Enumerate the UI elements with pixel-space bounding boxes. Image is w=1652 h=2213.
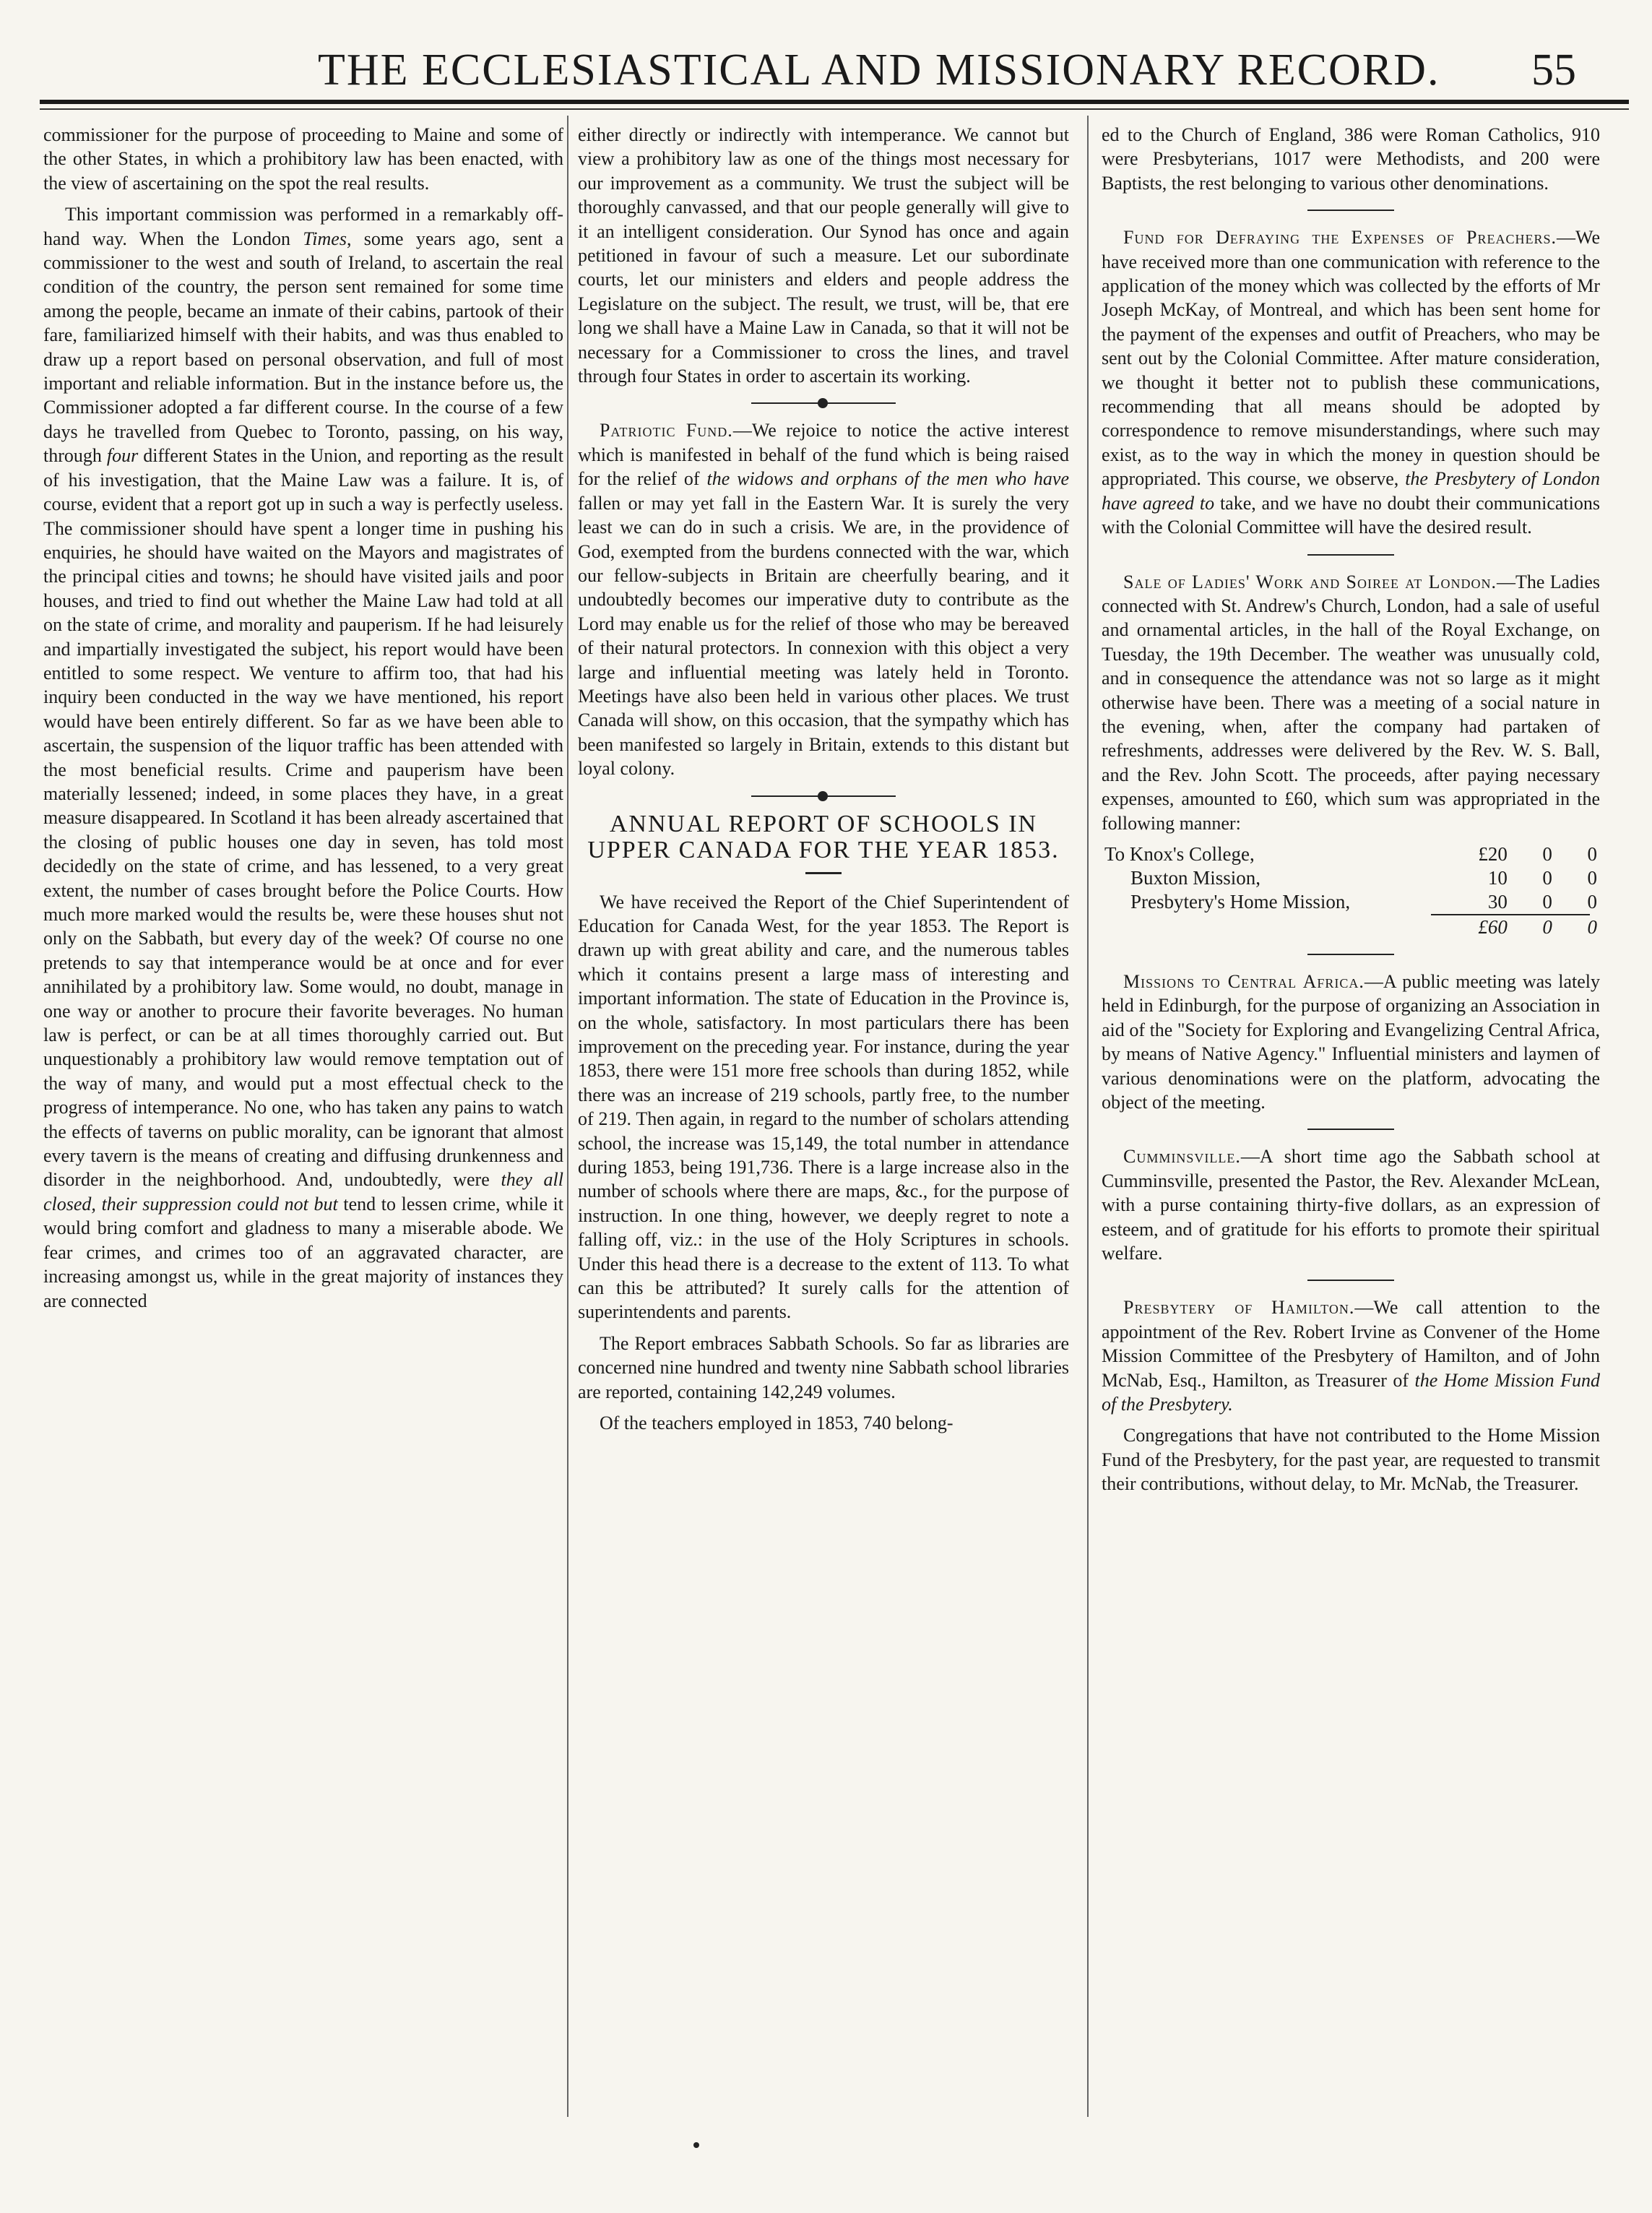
proceeds-table: [1102, 842, 1600, 939]
hamilton-paragraph: Presbytery of Hamilton.—We call attention to the appointment of the Rev. Robert Irvine as Convener of the Home Mission Committee of the Presbytery of Hamilton, and of John McNab, Esq., Hamilton, as Treasurer of the Home Mission Fund of the Presbytery.: [1102, 1297, 1600, 1415]
article-paragraph: Of the teachers employed in 1853, 740 belong-: [600, 1412, 953, 1434]
column-divider-1: [567, 116, 568, 2117]
page-number: 55: [1531, 46, 1576, 95]
table-row: To Knox's College, £20 0 0: [1104, 842, 1597, 865]
section-heading: Missions to Central Africa.: [1123, 970, 1365, 992]
article-paragraph: ed to the Church of England, 386 were Roman Catholics, 910 were Presbyterians, 1017 were Methodists, and 200 were Baptists, the rest belonging to various other denominations.: [1102, 124, 1600, 194]
column-left: [43, 123, 563, 1320]
page-header: [0, 42, 1652, 100]
patriotic-fund-paragraph: Patriotic Fund.—We rejoice to notice the active interest which is manifested in behalf of the fund which is being raised for the relief of the widows and orphans of the men who have fallen or may yet fall in the Eastern War. It is surely the very least we can do in such a crisis. We are, in the providence of God, exempted from the burdens connected with the war, which our fellow-subjects in Britain are cheerfully bearing, and it undoubtedly becomes our imperative duty to contribute as the Lord may enable us for the relief of those who may be bereaved of their natural protectors. In connexion with this object a very large and influential meeting was lately held in Toronto. Meetings have also been held in various other places. We trust Canada will show, on this occasion, that the sympathy which has been manifested so largely in Britain, extends to this distant but loyal colony.: [578, 420, 1069, 780]
fund-paragraph: Fund for Defraying the Expenses of Preachers.—We have received more than one communication with reference to the application of the money which was collected by the efforts of Mr Joseph McKay, of Montreal, and which has been sent home for the payment of the expenses and outfit of Preachers, who may be sent out by the Colonial Committee. After mature consideration, we thought it better not to publish these communications, recommending that all means should be adopted by correspondence to remove misunderstandings, where such may exist, as to the way in which the money in question should be appropriated. This course, we observe, the Presbytery of London have agreed to take, and we have no doubt their communications with the Colonial Committee will have the desired result.: [1102, 227, 1600, 538]
section-heading: Cumminsville.: [1123, 1146, 1241, 1168]
section-separator: [1307, 954, 1394, 955]
section-separator: [751, 402, 896, 404]
article-paragraph: The Report embraces Sabbath Schools. So far as libraries are concerned nine hundred and twenty nine Sabbath school libraries are reported, containing 142,249 volumes.: [578, 1332, 1069, 1402]
table-row: Buxton Mission, 10 0 0: [1130, 866, 1597, 889]
header-rule-thin: [40, 108, 1629, 110]
article-paragraph: We have received the Report of the Chief Superintendent of Education for Canada West, for the year 1853. The Report is drawn up with great ability and care, and the numerous tables which it contains present a large mass of interesting and important information. The state of Education in the Province is, on the whole, satisfactory. In most particulars there has been improvement on the preceding year. For instance, during the year 1853, there were 151 more free schools than during 1852, while there was an increase of 219 schools, partly free, to the number of 219. Then again, in regard to the number of scholars attending school, the increase was 15,149, the total number in attendance during 1853, being 191,736. There is a large increase also in the number of schools where there are maps, &c., for the purpose of instruction. In one thing, however, we deeply regret to note a falling off, viz.: in the use of the Holy Scriptures in schools. Under this head there is a decrease to the extent of 113. To what can this be attributed? It surely calls for the attention of superintendents and parents.: [578, 891, 1069, 1323]
column-divider-2: [1087, 116, 1089, 2117]
cumminsville-paragraph: Cumminsville.—A short time ago the Sabbath school at Cumminsville, presented the Pastor, the Rev. Alexander McLean, with a purse containing thirty-five dollars, as an expression of esteem, and of gratitude for his efforts to promote their spiritual welfare.: [1102, 1146, 1600, 1264]
section-heading: Presbytery of Hamilton.: [1123, 1297, 1355, 1319]
column-right: [1102, 123, 1600, 1504]
section-heading: Patriotic Fund.: [600, 420, 733, 441]
section-heading: Sale of Ladies' Work and Soiree at London.: [1123, 571, 1497, 592]
annual-report-heading: ANNUAL REPORT OF SCHOOLS IN UPPER CANADA FOR THE YEAR 1853.: [587, 810, 1060, 863]
table-row: Presbytery's Home Mission, 30 0 0: [1130, 890, 1597, 913]
section-separator: [1307, 554, 1394, 556]
section-separator: [751, 795, 896, 797]
running-title: THE ECCLESIASTICAL AND MISSIONARY RECORD.: [318, 46, 1440, 95]
heading-rule: [805, 872, 842, 874]
sale-paragraph: Sale of Ladies' Work and Soiree at London.—The Ladies connected with St. Andrew's Church, London, had a sale of useful and ornamental articles, in the hall of the Royal Exchange, on Tuesday, the 19th December. The weather was unusually cold, and in consequence the attendance was not so large as it might otherwise have been. There was a meeting of a social nature in the evening, when, after the company had partaken of refreshments, addresses were delivered by the Rev. W. S. Ball, and the Rev. John Scott. The proceeds, after paying necessary expenses, amounted to £60, which sum was appropriated in the following manner:: [1102, 571, 1601, 834]
column-middle: [578, 123, 1069, 1443]
section-heading: Fund for Defraying the Expenses of Preachers.: [1123, 227, 1557, 249]
article-paragraph: This important commission was performed in a remarkably off-hand way. When the London Times, some years ago, sent a commissioner to the west and south of Ireland, to ascertain the real condition of the country, the person sent remained for some time among the people, became an inmate of their cabins, partook of their fare, familiarized himself with their habits, and was thus enabled to draw up a report based on personal observation, and full of most important and reliable information. But in the instance before us, the Commissioner adopted a far different course. In the course of a few days he travelled from Quebec to Toronto, passing, on his way, through four different States in the Union, and reporting as the result of his investigation, that the Maine Law was a failure. It is, of course, evident that a report got up in such a way is perfectly useless. The commissioner should have spent a longer time in pushing his enquiries, he should have waited on the Mayors and magistrates of the principal cities and towns; he should have visited jails and poor houses, and tried to find out whether the Maine Law had told at all on the state of crime, and morality and pauperism. If he had leisurely and impartially investigated the subject, his report would have been entitled to some respect. We venture to affirm too, that had his inquiry been conducted in the way we have mentioned, his report would have been entirely different. So far as we have been able to ascertain, the suspension of the liquor traffic has been attended with the most beneficial results. Crime and pauperism have been materially lessened; indeed, in some places they have, in a great measure disappeared. In Scotland it has been already ascertained that the closing of public houses one day in seven, has told most decidedly on the state of crime, and has lessened, to a very great extent, the number of cases brought before the Police Courts. How much more marked would the results be, were these houses shut not only on the Sabbath, but every day of the week? Of course no one pretends to say that intemperance would be at once and for ever annihilated by a prohibitory law. Some would, no doubt, manage in one way or another to procure their favorite beverages. No human law is perfect, or can be at all times thoroughly carried out. But unquestionably a prohibitory law would remove temptation out of the way of many, and would put a most effectual check to the progress of intemperance. No one, who has taken any pains to watch the effects of taverns on public morality, can be ignorant that almost every tavern is the means of creating and diffusing drunkenness and disorder in the neighborhood. And, undoubtedly, were they all closed, their suppression could not but tend to lessen crime, while it would bring comfort and gladness to many a miserable abode. We fear crimes, and crimes too of an aggravated character, are increasing amongst us, while in the great majority of instances they are connected: [43, 204, 564, 1311]
article-paragraph: either directly or indirectly with intemperance. We cannot but view a prohibitory law as one of the things most necessary for our improvement as a community. We trust the subject will be thoroughly canvassed, and that our people generally will give to it an intelligent consideration. Our Synod has once and again petitioned in favour of such a measure. Let our subordinate courts, let our ministers and elders and people address the Legislature on the subject. The result, we trust, will be, that ere long we shall have a Maine Law in Canada, so that it will not be necessary for a Commissioner to cross the lines, and travel through four States in order to ascertain its working.: [578, 124, 1069, 387]
missions-paragraph: Missions to Central Africa.—A public meeting was lately held in Edinburgh, for the purpose of organizing an Association in aid of the "Society for Exploring and Evangelizing Central Africa, by means of Native Agency." Influential ministers and laymen of various denominations were on the platform, advocating the object of the meeting.: [1102, 970, 1601, 1113]
table-total-row: £60 0 0: [1478, 915, 1597, 938]
article-paragraph: commissioner for the purpose of proceeding to Maine and some of the other States, in which a prohibitory law has been enacted, with the view of ascertaining on the spot the real results.: [43, 124, 563, 194]
article-paragraph: Congregations that have not contributed to the Home Mission Fund of the Presbytery, for the past year, are requested to transmit their contributions, without delay, to Mr. McNab, the Treasurer.: [1102, 1425, 1600, 1495]
header-rule: [40, 100, 1629, 104]
footer-mark: [693, 2142, 699, 2148]
section-separator: [1307, 210, 1394, 211]
section-separator: [1307, 1280, 1394, 1281]
section-separator: [1307, 1129, 1394, 1130]
